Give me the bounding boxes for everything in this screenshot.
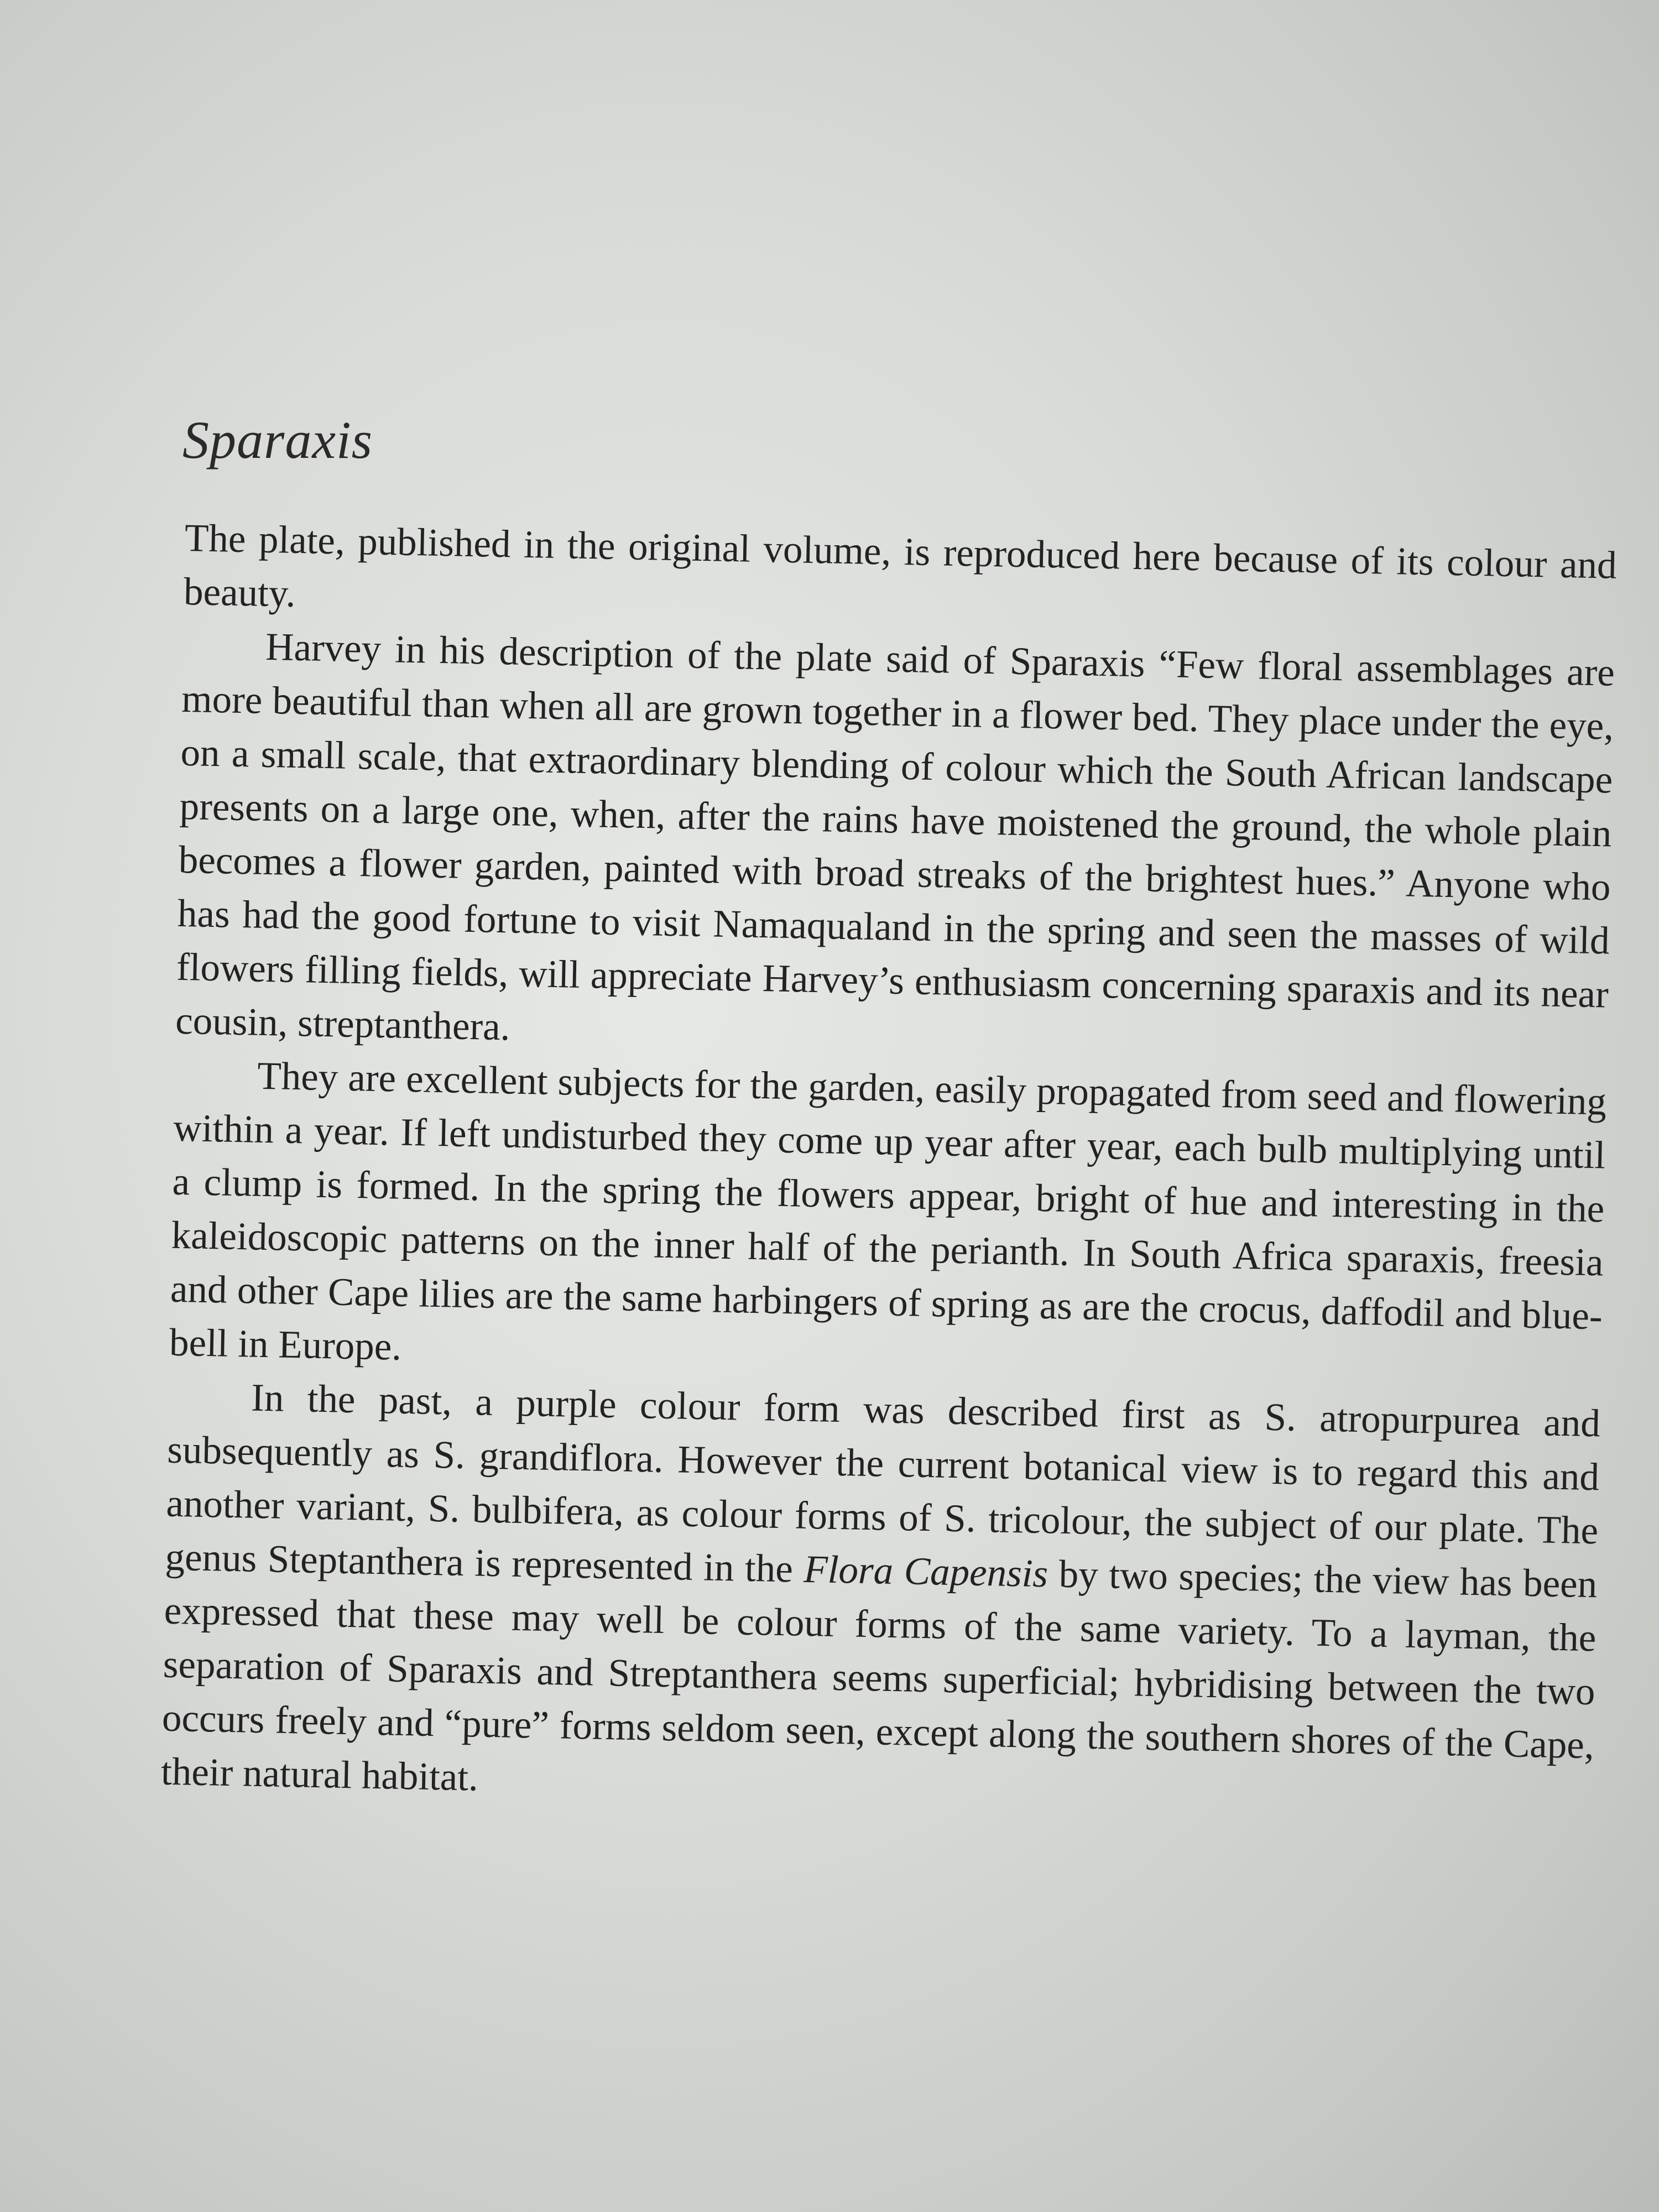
body-text [160, 512, 1617, 1826]
paragraph-4-text-end: by two species; the view has been expressed that these may well be colour forms of the same variety. To a layman, the separation of Sparaxis and Streptanthera seems superficial; hybridising between the two occurs freely and “pure” forms seldom seen, except along the southern shores of the Cape, their natural habitat. [160, 1552, 1598, 1799]
paragraph-4 [160, 1370, 1600, 1827]
paragraph-1: The plate, published in the original volume, is reproduced here because of its colour and beauty. [183, 516, 1618, 615]
paragraph-4-text-start: In the past, a purple colour form was described first as S. atropurpurea and subsequently as S. grandiflora. However the current botanical view is to regard this and another variant, S. bulbifera, as colour forms of S. tricolour, the subject of our plate. The genus Steptanthera is represented in the [164, 1376, 1601, 1591]
italic-book-title: Flora Capensis [803, 1547, 1048, 1596]
paragraph-3: They are excellent subjects for the garden, easily propagated from seed and flowering within a year. If left undisturbed they come up year after year, each bulb multiplying until a clump is formed. In the spring the flowers appear, bright of hue and interesting in the kaleidoscopic patterns on the inner half of the perianth. In South Africa sparaxis, freesia and other Cape lilies are the same harbingers of spring as are the crocus, daffodil and blue-bell in Europe. [169, 1054, 1607, 1369]
page-title: Sparaxis [182, 410, 373, 469]
paragraph-2: Harvey in his description of the plate said of Sparaxis “Few floral assemblages are more beautiful than when all are grown together in a flower bed. They place under the eye, on a small scale, that extraordinary blending of colour which the South African landscape presents on a large one, when, after the rains have moistened the ground, the whole plain becomes a flower garden, painted with broad streaks of the brightest hues.” Anyone who has had the good fortune to visit Namaqualand in the spring and seen the masses of wild flowers filling fields, will appreciate Harvey’s enthusiasm concerning sparaxis and its near cousin, streptanthera. [175, 625, 1615, 1049]
